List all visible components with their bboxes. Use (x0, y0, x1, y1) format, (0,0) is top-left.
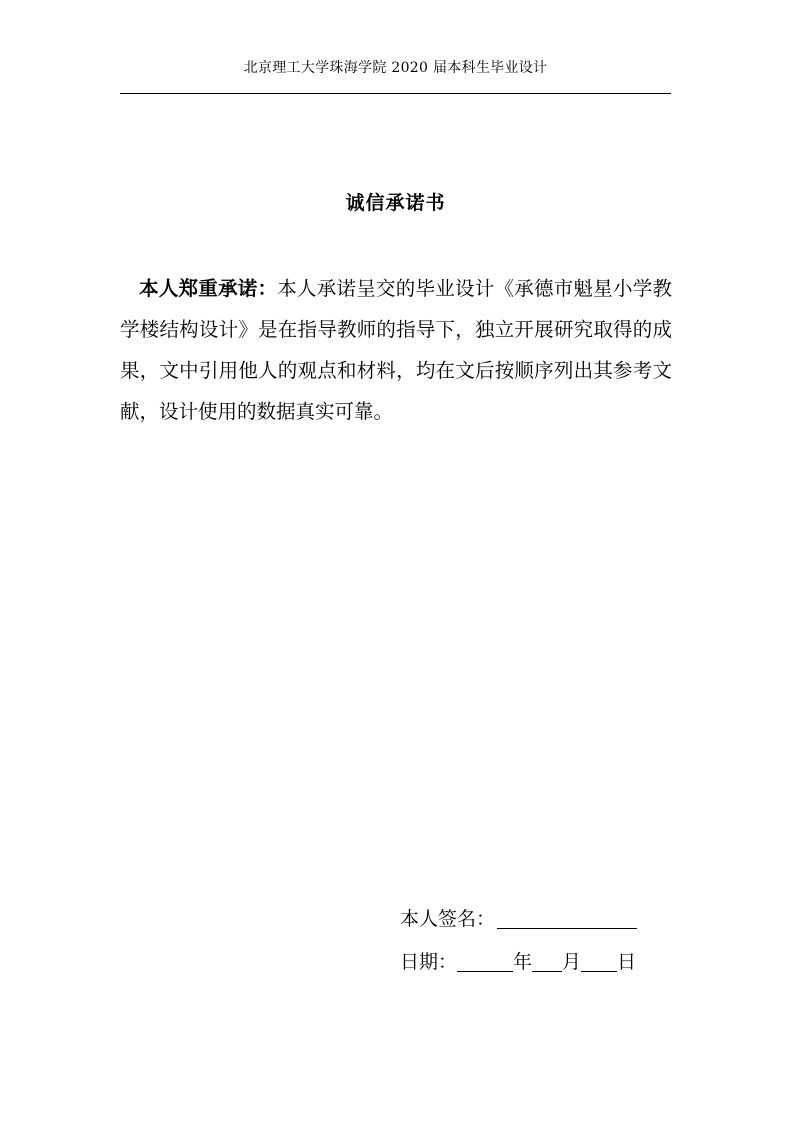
signature-blank[interactable] (497, 908, 637, 929)
integrity-statement (120, 268, 672, 432)
day-unit: 日 (617, 951, 637, 973)
signature-row (400, 906, 637, 932)
year-blank[interactable] (457, 951, 513, 972)
page-title: 诚信承诺书 (345, 192, 446, 214)
statement-body: 本人承诺呈交的毕业设计《承德市魁星小学教学楼结构设计》是在指导教师的指导下，独立开展研究取得的成果，文中引用他人的观点和材料，均在文后按顺序列出其参考文献，设计使用的数据真实可靠。 (120, 277, 672, 423)
month-blank[interactable] (532, 951, 562, 972)
date-row (400, 949, 636, 975)
month-unit: 月 (562, 951, 582, 973)
day-blank[interactable] (581, 951, 617, 972)
page-header: 北京理工大学珠海学院 2020 届本科生毕业设计 (243, 60, 548, 76)
year-unit: 年 (513, 951, 533, 973)
header-divider (120, 93, 671, 94)
statement-lead: 本人郑重承诺： (139, 277, 278, 300)
signature-label: 本人签名： (400, 908, 496, 930)
date-label: 日期： (400, 951, 458, 973)
